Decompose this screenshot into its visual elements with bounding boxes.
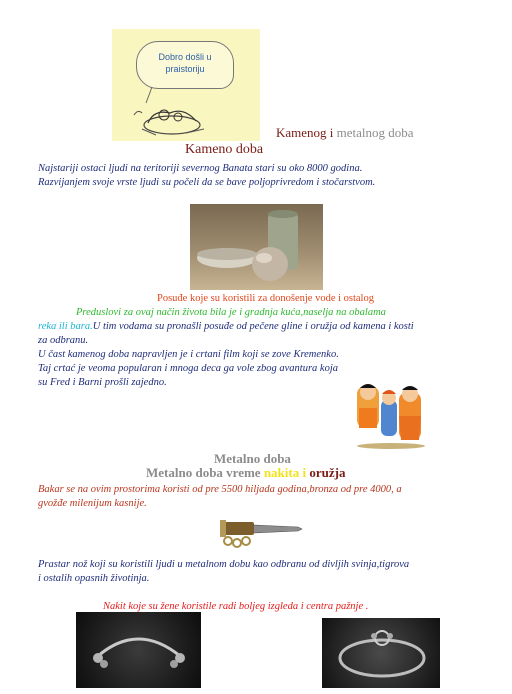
metal-sub-a: Metalno doba vreme [146, 465, 261, 480]
stone-blue-text-4: Taj crtać je veoma popularan i mnoga deca ga vole zbog avantura koja [38, 363, 338, 374]
pottery-photo [190, 204, 323, 290]
metal-sub-c: i [302, 465, 307, 480]
jewelry-caption: Nakit koje su žene koristile radi boljeg izgleda i centra pažnje . [103, 601, 369, 612]
stone-paragraph-1: Najstariji ostaci ljudi na teritoriji severnog Banata stari su oko 8000 godina. [38, 163, 363, 174]
metal-red-line-2: gvožđe milenijum kasnije. [38, 498, 147, 509]
page-title [276, 125, 414, 141]
stone-blue-text-5: su Fred i Barni prošli zajedno. [38, 377, 167, 388]
title-part-2: metalnog doba [336, 125, 414, 140]
stone-cyan-text: reka ili bara. [38, 321, 93, 332]
metal-red-line-1: Bakar se na ovim prostorima koristi od pre 5500 hiljada godina,bronza od pre 4000, a [38, 484, 402, 495]
bracelet-photo-1 [76, 612, 201, 688]
title-part-1: Kamenog i [276, 125, 334, 140]
metal-age-heading: Metalno doba [214, 451, 291, 466]
stone-blue-text-3: U čast kamenog doba napravljen je i crtani film koji se zove Kremenko. [38, 349, 339, 360]
welcome-text: Dobro došli u praistoriju [158, 52, 212, 74]
knife-text-2: i ostalih opasnih životinja. [38, 573, 150, 584]
knife-text-1: Prastar nož koji su koristili ljudi u metalnom dobu kao odbranu od divljih svinja,tigrova [38, 559, 410, 570]
metal-sub-d: oružja [309, 465, 346, 480]
stone-age-heading: Kameno doba [185, 142, 264, 157]
caveman-sketch-icon [112, 29, 260, 141]
stone-green-line: Preduslovi za ovaj način života bila je i gradnja kuća,naselja na obalama [76, 307, 386, 318]
stone-line-mixed [38, 320, 414, 334]
metal-sub-b: nakita [263, 465, 300, 480]
flintstones-cartoon-icon [355, 382, 427, 450]
welcome-illustration [112, 29, 260, 141]
stone-blue-text-1: U tim vodama su pronašli posuđe od pečene gline i oružja od kamena i kosti [92, 321, 414, 332]
stone-paragraph-2: Razvijanjem svoje vrste ljudi su počeli da se bave poljoprivredom i stočarstvom. [38, 177, 376, 188]
knife-icon [212, 515, 304, 555]
metal-subheading [146, 465, 345, 481]
bracelet-photo-2 [322, 618, 440, 688]
pottery-caption: Posuđe koje su koristili za donošenje vode i ostalog [157, 293, 374, 304]
stone-blue-text-2: za odbranu. [38, 335, 89, 346]
